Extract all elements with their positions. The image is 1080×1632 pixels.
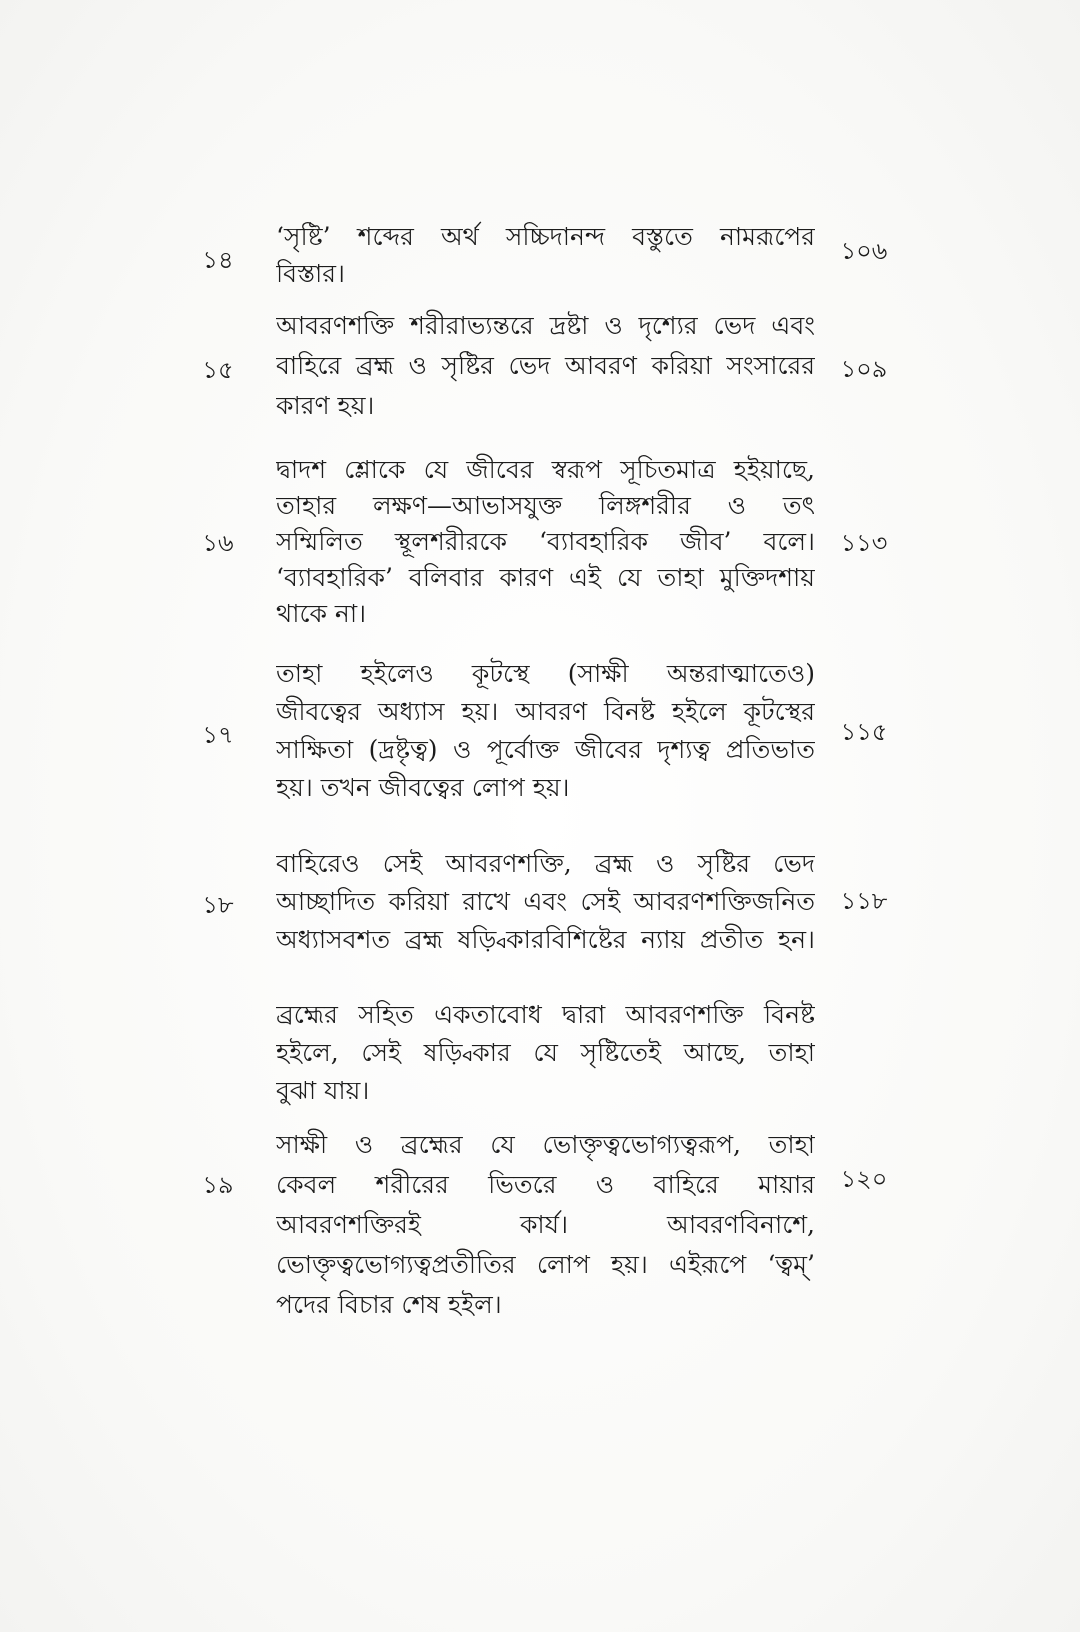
- verse-number: ১৯: [202, 1171, 234, 1199]
- paragraph: [276, 218, 815, 292]
- text-line: হইলে, সেই ষড়্বিকার যে সৃষ্টিতেই আছে, তাহা: [276, 1038, 815, 1067]
- text-line: বুঝা যায়।: [276, 1076, 370, 1105]
- text-line: বিস্তার।: [276, 259, 345, 288]
- paragraph: [276, 655, 815, 807]
- paragraph: [276, 1125, 815, 1325]
- text-line: কারণ হয়।: [276, 391, 375, 420]
- text-line: সম্মিলিত স্থূলশরীরকে ‘ব্যাবহারিক জীব’ বলে।: [276, 527, 815, 556]
- text-line: তাহা হইলেও কূটস্থে (সাক্ষী অন্তরাত্মাতেও): [276, 659, 815, 688]
- text-line: থাকে না।: [276, 599, 367, 628]
- verse-number: ১৪: [202, 246, 234, 274]
- page-reference: ১১৩: [840, 529, 888, 557]
- verse-number: ১৮: [202, 891, 234, 919]
- text-line: ‘ব্যাবহারিক’ বলিবার কারণ এই যে তাহা মুক্তিদশায়: [276, 563, 815, 592]
- page-reference: ১০৬: [840, 237, 888, 265]
- text-line: সাক্ষী ও ব্রহ্মের যে ভোক্তৃত্বভোগ্যত্বরূপ, তাহা: [276, 1130, 815, 1159]
- page-reference: ১২০: [840, 1165, 888, 1193]
- text-line: বাহিরেও সেই আবরণশক্তি, ব্রহ্ম ও সৃষ্টির ভেদ: [276, 849, 815, 878]
- verse-number: ১৫: [202, 356, 234, 384]
- text-line: ভোক্তৃত্বভোগ্যত্বপ্রতীতির লোপ হয়। এইরূপে ‘ত্বম্’: [276, 1250, 815, 1279]
- text-line: কেবল শরীরের ভিতরে ও বাহিরে মায়ার: [276, 1170, 815, 1199]
- text-line: বাহিরে ব্রহ্ম ও সৃষ্টির ভেদ আবরণ করিয়া সংসারের: [276, 351, 815, 380]
- text-line: ‘সৃষ্টি’ শব্দের অর্থ সচ্চিদানন্দ বস্তুতে নামরূপের: [276, 222, 815, 251]
- paragraph: [276, 996, 815, 1110]
- page-reference: ১১৫: [840, 718, 888, 746]
- text-line: আবরণশক্তিরই কার্য। আবরণবিনাশে,: [276, 1210, 815, 1239]
- paragraph: [276, 845, 815, 959]
- text-line: পদের বিচার শেষ হইল।: [276, 1290, 502, 1319]
- text-line: দ্বাদশ শ্লোকে যে জীবের স্বরূপ সূচিতমাত্র হইয়াছে,: [276, 455, 815, 484]
- verse-number: ১৭: [202, 721, 234, 749]
- text-line: সাক্ষিতা (দ্রষ্টৃত্ব) ও পূর্বোক্ত জীবের দৃশ্যত্ব প্রতিভাত: [276, 735, 815, 764]
- text-line: ব্রহ্মের সহিত একতাবোধ দ্বারা আবরণশক্তি বিনষ্ট: [276, 1000, 815, 1029]
- page-reference: ১০৯: [840, 355, 888, 383]
- paragraph: [276, 452, 815, 632]
- text-line: হয়। তখন জীবত্বের লোপ হয়।: [276, 773, 570, 802]
- text-line: তাহার লক্ষণ—আভাসযুক্ত লিঙ্গশরীর ও তৎ: [276, 491, 815, 520]
- text-line: জীবত্বের অধ্যাস হয়। আবরণ বিনষ্ট হইলে কূটস্থের: [276, 697, 815, 726]
- page-reference: ১১৮: [840, 887, 888, 915]
- text-line: আবরণশক্তি শরীরাভ্যন্তরে দ্রষ্টা ও দৃশ্যের ভেদ এবং: [276, 311, 815, 340]
- paragraph: [276, 306, 815, 426]
- verse-number: ১৬: [202, 529, 234, 557]
- text-line: অধ্যাসবশত ব্রহ্ম ষড়্বিকারবিশিষ্টের ন্যায় প্রতীত হন।: [276, 925, 815, 954]
- text-line: আচ্ছাদিত করিয়া রাখে এবং সেই আবরণশক্তিজনিত: [276, 887, 815, 916]
